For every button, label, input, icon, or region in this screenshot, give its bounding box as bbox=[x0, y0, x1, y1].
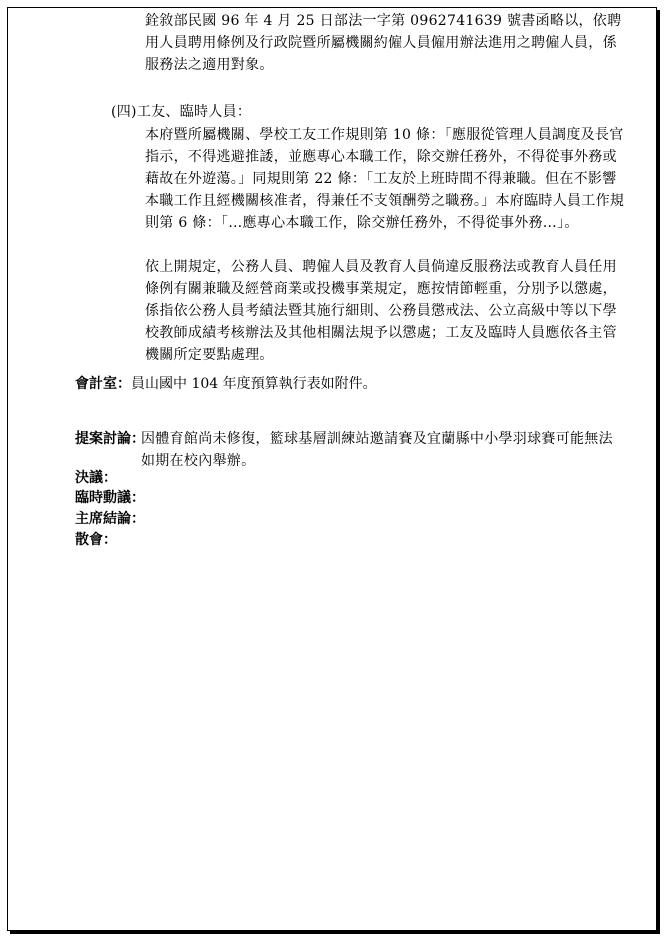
adjourn-label: 散會： bbox=[75, 532, 117, 548]
proposal-text: 因體育館尚未修復，籃球基層訓練站邀請賽及宜蘭縣中小學羽球賽可能無法如期在校內舉辦。 bbox=[141, 431, 613, 469]
section4-body: 本府暨所屬機關、學校工友工作規則第 10 條：「應服從管理人員調度及長官指示，不得逃避推諉，並應專心本職工作，除交辦任務外，不得從事外務或藉故在外遊蕩。」同規則第 22 條：「工友於上班時間不得兼職。但在不影響本職工作且經機關核准者，得兼任不支領酬勞之職務。」本府臨時人員工作規則第 6 條：「…應專心本職工作，除交辦任務外，不得從事外務…」。 bbox=[145, 127, 625, 231]
section4-conclusion: 依上開規定，公務人員、聘僱人員及教育人員倘違反服務法或教育人員任用條例有關兼職及經營商業或投機事業規定，應按情節輕重，分別予以懲處，係指依公務人員考績法暨其施行細則、公務員懲戒法、公立高級中等以下學校教師成績考核辦法及其他相關法規予以懲處；工友及臨時人員應依各主管機關所定要點處理。 bbox=[145, 259, 617, 363]
proposal-label: 提案討論： bbox=[75, 431, 145, 447]
accounting-row bbox=[75, 373, 625, 395]
accounting-label: 會計室： bbox=[75, 376, 131, 392]
section4-heading: (四)工友、臨時人員： bbox=[111, 104, 252, 120]
accounting-text: 員山國中 104 年度預算執行表如附件。 bbox=[131, 376, 377, 392]
chair-conclusion-label: 主席結論： bbox=[75, 511, 145, 527]
resolution-label: 決議： bbox=[75, 470, 117, 486]
intro-paragraph: 銓敘部民國 96 年 4 月 25 日部法一字第 0962741639 號書函略以，依聘用人員聘用條例及行政院暨所屬機關約僱人員僱用辦法進用之聘僱人員，係服務法之適用對象。 bbox=[145, 13, 622, 73]
extempore-label: 臨時動議： bbox=[75, 490, 145, 506]
